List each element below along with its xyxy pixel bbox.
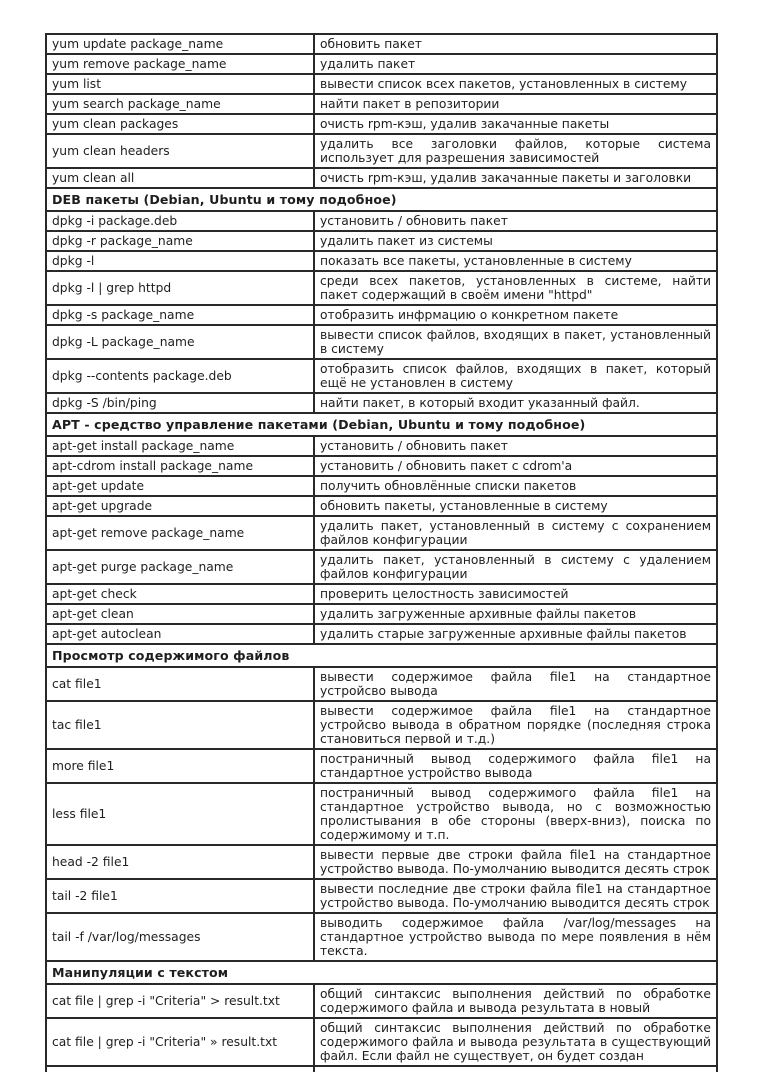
section-header-row: [46, 413, 717, 436]
table-row: [46, 305, 717, 325]
description-cell: удалить все заголовки файлов, которые система использует для разрешения зависимостей: [314, 134, 717, 168]
table-row: [46, 456, 717, 476]
description-cell: вывести содержимое файла file1 на стандартное устройсво вывода: [314, 667, 717, 701]
command-cell: apt-get clean: [46, 604, 314, 624]
command-cell: cat file1: [46, 667, 314, 701]
description-cell: найти пакет в репозитории: [314, 94, 717, 114]
table-row: [46, 913, 717, 961]
table-row: [46, 701, 717, 749]
table-row: [46, 168, 717, 188]
table-row: [46, 436, 717, 456]
description-cell: вывести содержимое файла file1 на стандартное устройсво вывода в обратном порядке (последняя строка становиться первой и т.д.): [314, 701, 717, 749]
table-row: [46, 34, 717, 54]
table-row: [46, 54, 717, 74]
command-cell: dpkg -L package_name: [46, 325, 314, 359]
command-cell: cat file | grep -i "Criteria" » result.txt: [46, 1018, 314, 1066]
section-header-label: Просмотр содержимого файлов: [46, 644, 717, 667]
description-cell: удалить пакет из системы: [314, 231, 717, 251]
table-row: [46, 845, 717, 879]
command-cell: apt-get remove package_name: [46, 516, 314, 550]
table-row: [46, 879, 717, 913]
command-cell: apt-get install package_name: [46, 436, 314, 456]
description-cell: общий синтаксис выполнения действий по обработке содержимого файла и вывода результата в новый: [314, 984, 717, 1018]
description-cell: отобразить список файлов, входящих в пакет, который ещё не установлен в систему: [314, 359, 717, 393]
table-row: [46, 476, 717, 496]
description-cell: удалить пакет, установленный в систему с удалением файлов конфигурации: [314, 550, 717, 584]
command-reference-table-body: [46, 34, 717, 1072]
command-cell: yum clean headers: [46, 134, 314, 168]
description-cell: обновить пакет: [314, 34, 717, 54]
description-cell: вывести последние две строки файла file1 на стандартное устройство вывода. По-умолчанию выводится десять строк: [314, 879, 717, 913]
description-cell: очисть rpm-кэш, удалив закачанные пакеты: [314, 114, 717, 134]
command-cell: cat file | grep -i "Criteria" > result.txt: [46, 984, 314, 1018]
section-header-label: APT - средство управление пакетами (Debian, Ubuntu и тому подобное): [46, 413, 717, 436]
command-cell: yum list: [46, 74, 314, 94]
description-cell: удалить пакет: [314, 54, 717, 74]
description-cell: общий синтаксис выполнения действий по обработке содержимого файла и вывода результата в существующий файл. Если файл не существует, он будет создан: [314, 1018, 717, 1066]
table-row: [46, 134, 717, 168]
table-row: [46, 94, 717, 114]
description-cell: вывести первые две строки файла file1 на стандартное устройство вывода. По-умолчанию выводится десять строк: [314, 845, 717, 879]
description-cell: показать все пакеты, установленные в систему: [314, 251, 717, 271]
command-cell: yum remove package_name: [46, 54, 314, 74]
description-cell: найти пакет, в который входит указанный файл.: [314, 393, 717, 413]
table-row: [46, 496, 717, 516]
command-cell: dpkg -s package_name: [46, 305, 314, 325]
command-cell: dpkg -r package_name: [46, 231, 314, 251]
table-row: [46, 393, 717, 413]
description-cell: удалить пакет, установленный в систему с сохранением файлов конфигурации: [314, 516, 717, 550]
command-cell: yum update package_name: [46, 34, 314, 54]
table-row: [46, 984, 717, 1018]
description-cell: вывести список файлов, входящих в пакет, установленный в систему: [314, 325, 717, 359]
table-row: [46, 231, 717, 251]
table-row: [46, 211, 717, 231]
description-cell: выводить содержимое файла /var/log/messages на стандартное устройство вывода по мере появления в нём текста.: [314, 913, 717, 961]
description-cell: среди всех пакетов, установленных в системе, найти пакет содержащий в своём имени "httpd": [314, 271, 717, 305]
command-cell: dpkg -S /bin/ping: [46, 393, 314, 413]
description-cell: отобразить инфрмацию о конкретном пакете: [314, 305, 717, 325]
description-cell: удалить старые загруженные архивные файлы пакетов: [314, 624, 717, 644]
command-cell: apt-get upgrade: [46, 496, 314, 516]
description-cell: получить обновлённые списки пакетов: [314, 476, 717, 496]
table-row: [46, 114, 717, 134]
description-cell: удалить загруженные архивные файлы пакетов: [314, 604, 717, 624]
command-cell: yum search package_name: [46, 94, 314, 114]
command-cell: apt-get purge package_name: [46, 550, 314, 584]
section-header-row: [46, 961, 717, 984]
partial-cut-row: [46, 1066, 717, 1072]
description-cell: постраничный вывод содержимого файла file1 на стандартное устройство вывода: [314, 749, 717, 783]
table-row: [46, 271, 717, 305]
description-cell: [314, 1066, 717, 1072]
table-row: [46, 251, 717, 271]
description-cell: постраничный вывод содержимого файла file1 на стандартное устройство вывода, но с возможностью пролистывания в обе стороны (вверх-вниз), поиска по содержимому и т.п.: [314, 783, 717, 845]
command-cell: more file1: [46, 749, 314, 783]
command-reference-table: [45, 33, 718, 1072]
table-row: [46, 604, 717, 624]
command-cell: dpkg -l | grep httpd: [46, 271, 314, 305]
table-row: [46, 667, 717, 701]
command-cell: apt-get check: [46, 584, 314, 604]
description-cell: очисть rpm-кэш, удалив закачанные пакеты и заголовки: [314, 168, 717, 188]
table-row: [46, 550, 717, 584]
section-header-row: [46, 644, 717, 667]
command-cell: dpkg -i package.deb: [46, 211, 314, 231]
table-row: [46, 325, 717, 359]
description-cell: проверить целостность зависимостей: [314, 584, 717, 604]
command-cell: head -2 file1: [46, 845, 314, 879]
command-cell: apt-cdrom install package_name: [46, 456, 314, 476]
table-row: [46, 1018, 717, 1066]
table-row: [46, 584, 717, 604]
section-header-row: [46, 188, 717, 211]
command-cell: yum clean all: [46, 168, 314, 188]
description-cell: установить / обновить пакет: [314, 211, 717, 231]
command-cell: dpkg -l: [46, 251, 314, 271]
description-cell: установить / обновить пакет с cdrom'а: [314, 456, 717, 476]
table-row: [46, 74, 717, 94]
table-row: [46, 516, 717, 550]
command-cell: yum clean packages: [46, 114, 314, 134]
command-cell: tac file1: [46, 701, 314, 749]
command-cell: less file1: [46, 783, 314, 845]
description-cell: обновить пакеты, установленные в систему: [314, 496, 717, 516]
section-header-label: Манипуляции с текстом: [46, 961, 717, 984]
command-cell: tail -2 file1: [46, 879, 314, 913]
command-cell: tail -f /var/log/messages: [46, 913, 314, 961]
table-row: [46, 624, 717, 644]
table-row: [46, 749, 717, 783]
table-row: [46, 783, 717, 845]
command-cell: [46, 1066, 314, 1072]
command-cell: apt-get update: [46, 476, 314, 496]
section-header-label: DEB пакеты (Debian, Ubuntu и тому подобное): [46, 188, 717, 211]
command-cell: dpkg --contents package.deb: [46, 359, 314, 393]
description-cell: установить / обновить пакет: [314, 436, 717, 456]
command-cell: apt-get autoclean: [46, 624, 314, 644]
table-row: [46, 359, 717, 393]
description-cell: вывести список всех пакетов, установленных в систему: [314, 74, 717, 94]
